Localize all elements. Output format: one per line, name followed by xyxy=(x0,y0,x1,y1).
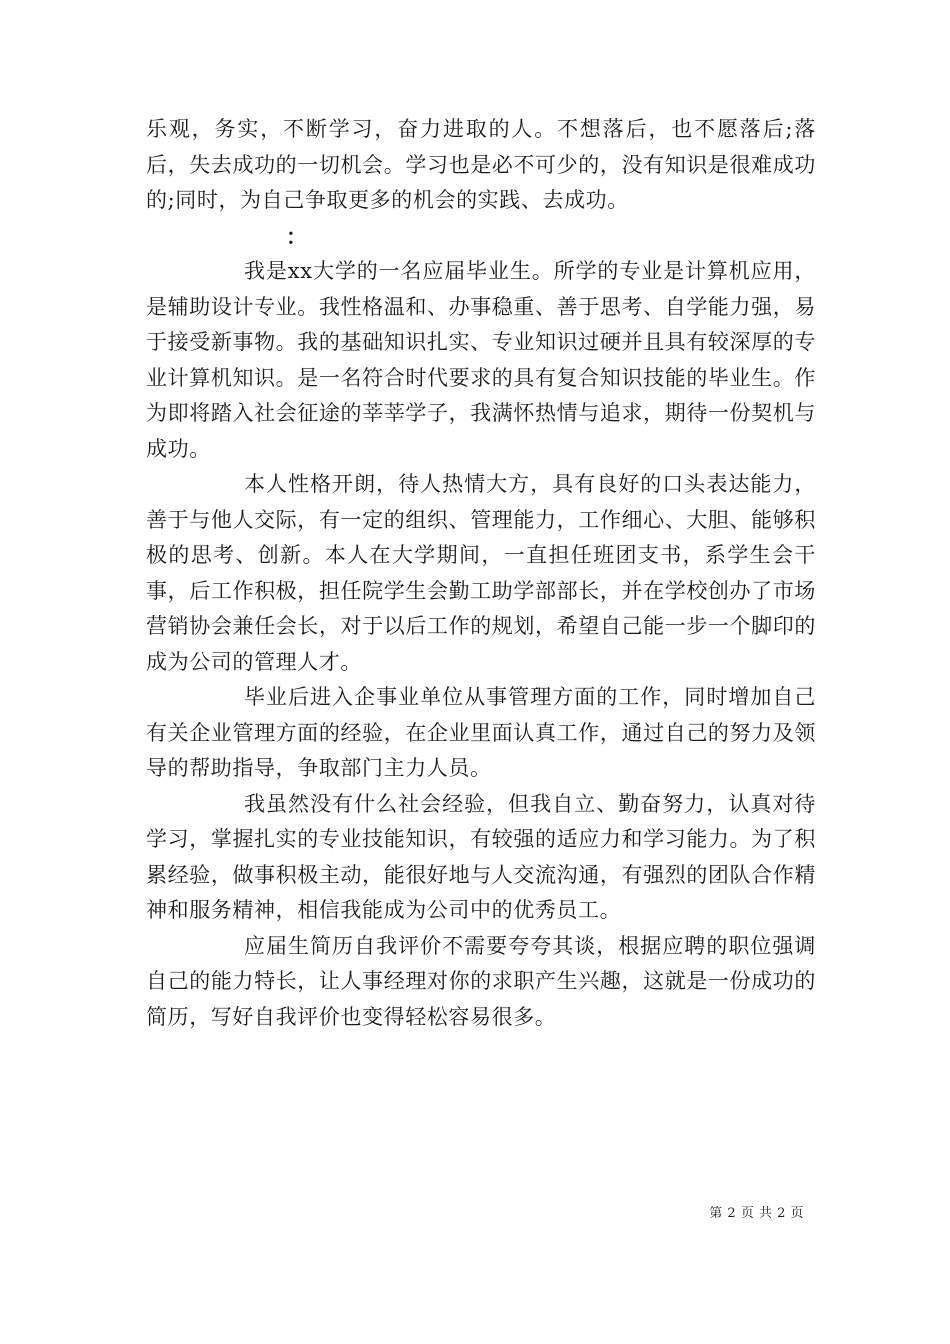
page-number: 第 2 页 共 2 页 xyxy=(709,1206,804,1221)
section-colon: ： xyxy=(286,223,307,249)
paragraph-career-goal: 毕业后进入企事业单位从事管理方面的工作，同时增加自己有关企业管理方面的经验，在企业里面认真工作，通过自己的努力及领导的帮助指导，争取部门主力人员。 xyxy=(146,685,816,780)
paragraph-intro: 我是xx大学的一名应届毕业生。所学的专业是计算机应用，是辅助设计专业。我性格温和、办事稳重、善于思考、自学能力强，易于接受新事物。我的基础知识扎实、专业知识过硬并且具有较深厚的专业计算机知识。是一名符合时代要求的具有复合知识技能的毕业生。作为即将踏入社会征途的莘莘学子，我满怀热情与追求，期待一份契机与成功。 xyxy=(146,259,816,461)
document-body xyxy=(146,112,816,1035)
paragraph-personality: 本人性格开朗，待人热情大方，具有良好的口头表达能力，善于与他人交际，有一定的组织、管理能力，工作细心、大胆、能够积极的思考、创新。本人在大学期间，一直担任班团支书，系学生会干事，后工作积极，担任院学生会勤工助学部部长，并在学校创办了市场营销协会兼任会长，对于以后工作的规划，希望自己能一步一个脚印的成为公司的管理人才。 xyxy=(146,472,816,674)
paragraph-advice: 应届生简历自我评价不需要夸夸其谈，根据应聘的职位强调自己的能力特长，让人事经理对你的求职产生兴趣，这就是一份成功的简历，写好自我评价也变得轻松容易很多。 xyxy=(146,933,816,1029)
paragraph-strengths: 我虽然没有什么社会经验，但我自立、勤奋努力，认真对待学习，掌握扎实的专业技能知识，有较强的适应力和学习能力。为了积累经验，做事积极主动，能很好地与人交流沟通，有强烈的团队合作精神和服务精神，相信我能成为公司中的优秀员工。 xyxy=(146,791,816,922)
paragraph-continuation: 乐观，务实，不断学习，奋力进取的人。不想落后，也不愿落后;落后，失去成功的一切机会。学习也是必不可少的，没有知识是很难成功的;同时，为自己争取更多的机会的实践、去成功。 xyxy=(146,117,816,212)
